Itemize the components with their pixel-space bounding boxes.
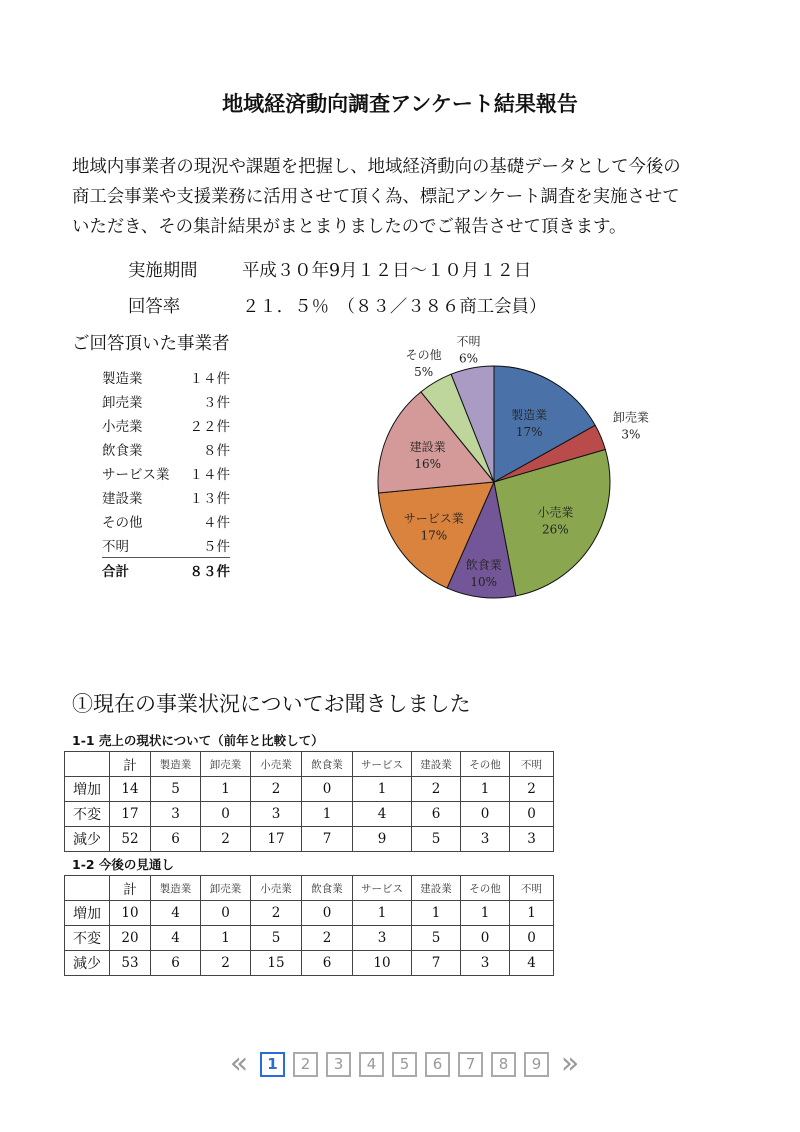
response-rate-value: ２１．５％ （８３／３８６商工会員） — [242, 297, 547, 317]
table-cell: 1 — [201, 926, 251, 951]
pie-slice-label: 飲食業 — [465, 557, 502, 572]
table-cell: 2 — [412, 777, 461, 802]
row-label: 減少 — [65, 827, 110, 852]
table-cell: 17 — [251, 827, 302, 852]
table-cell: 53 — [110, 951, 151, 976]
respondent-total-row — [102, 561, 230, 585]
table-cell: 2 — [201, 827, 251, 852]
respondent-row — [102, 488, 230, 512]
page-button[interactable]: 2 — [293, 1052, 318, 1077]
table-cell: 1 — [353, 777, 412, 802]
pie-slice-percent: 26% — [542, 522, 569, 537]
respondent-count: ２２件 — [189, 419, 230, 435]
table-cell: 7 — [412, 951, 461, 976]
column-header: その他 — [461, 752, 510, 777]
survey-period-label: 実施期間 — [128, 261, 198, 281]
pie-slice-percent: 3% — [621, 427, 641, 442]
table-cell: 10 — [110, 901, 151, 926]
response-rate-label: 回答率 — [128, 297, 181, 317]
response-rate — [128, 292, 546, 317]
table-cell: 1 — [510, 901, 554, 926]
table-cell: 5 — [412, 926, 461, 951]
table-cell: 3 — [251, 802, 302, 827]
column-header: 製造業 — [151, 876, 201, 901]
table-cell: 9 — [353, 827, 412, 852]
table-cell: 4 — [353, 802, 412, 827]
table-row — [65, 951, 554, 976]
table-cell: 0 — [461, 802, 510, 827]
table-cell: 10 — [353, 951, 412, 976]
table-cell: 1 — [461, 901, 510, 926]
pie-slice-label: 卸売業 — [612, 410, 649, 425]
respondent-industry: 不明 — [102, 539, 129, 555]
table-cell: 6 — [302, 951, 353, 976]
column-header: 小売業 — [251, 876, 302, 901]
table-cell: 5 — [151, 777, 201, 802]
table-row — [65, 802, 554, 827]
column-header: 建設業 — [412, 876, 461, 901]
page-button[interactable]: 9 — [524, 1052, 549, 1077]
pie-slice-percent: 17% — [420, 528, 448, 543]
respondent-row — [102, 512, 230, 536]
pie-slice-percent: 5% — [414, 364, 434, 379]
page-button[interactable]: 5 — [392, 1052, 417, 1077]
table-cell: 6 — [151, 827, 201, 852]
table-header-row — [65, 752, 554, 777]
respondent-row — [102, 392, 230, 416]
column-header: その他 — [461, 876, 510, 901]
table-cell: 2 — [251, 901, 302, 926]
respondent-industry: その他 — [102, 515, 143, 531]
table-header-row — [65, 876, 554, 901]
document-title: 地域経済動向調査アンケート結果報告 — [222, 92, 578, 116]
intro-paragraph — [72, 152, 732, 242]
pie-slice-label: サービス業 — [403, 511, 464, 526]
pie-slice-label: 小売業 — [537, 505, 574, 520]
section1-title: ①現在の事業状況についてお聞きしました — [72, 692, 471, 716]
table-cell: 0 — [510, 926, 554, 951]
column-header — [65, 876, 110, 901]
column-header: 計 — [110, 876, 151, 901]
column-header: サービス — [353, 876, 412, 901]
page-button[interactable]: 1 — [260, 1052, 285, 1077]
respondent-row — [102, 536, 230, 558]
table-row — [65, 901, 554, 926]
respondent-row — [102, 464, 230, 488]
table-cell: 2 — [251, 777, 302, 802]
page-button[interactable]: 7 — [458, 1052, 483, 1077]
respondent-count: １４件 — [189, 371, 230, 387]
table-cell: 15 — [251, 951, 302, 976]
survey-period — [128, 256, 531, 281]
table-row — [65, 926, 554, 951]
table-row — [65, 777, 554, 802]
table-cell: 17 — [110, 802, 151, 827]
column-header: 製造業 — [151, 752, 201, 777]
table-cell: 2 — [201, 951, 251, 976]
pie-slice-percent: 16% — [414, 457, 442, 472]
respondent-row — [102, 416, 230, 440]
table-cell: 5 — [251, 926, 302, 951]
row-label: 不変 — [65, 926, 110, 951]
table-cell: 0 — [302, 777, 353, 802]
pie-slice-label: 建設業 — [409, 440, 446, 455]
survey-period-value: 平成３０年9月１２日～１０月１２日 — [242, 261, 532, 281]
table-cell: 0 — [510, 802, 554, 827]
table-cell: 20 — [110, 926, 151, 951]
respondent-row — [102, 440, 230, 464]
table-cell: 4 — [510, 951, 554, 976]
table-cell: 2 — [510, 777, 554, 802]
table-cell: 3 — [353, 926, 412, 951]
respondent-count: ８件 — [203, 443, 230, 459]
prev-page-button[interactable]: « — [229, 1046, 249, 1081]
pie-slice-label: 不明 — [456, 334, 481, 349]
table-cell: 1 — [353, 901, 412, 926]
row-label: 不変 — [65, 802, 110, 827]
respondent-count: １４件 — [189, 467, 230, 483]
table-cell: 1 — [302, 802, 353, 827]
respondent-count: １３件 — [189, 491, 230, 507]
respondent-industry: 製造業 — [102, 371, 143, 387]
respondent-industry: 建設業 — [102, 491, 143, 507]
respondent-industry: 飲食業 — [102, 443, 143, 459]
table-cell: 0 — [461, 926, 510, 951]
column-header: 卸売業 — [201, 752, 251, 777]
pie-slice-percent: 10% — [470, 574, 498, 589]
sales-current-table — [64, 751, 554, 852]
column-header: 飲食業 — [302, 876, 353, 901]
table-cell: 3 — [510, 827, 554, 852]
column-header: 不明 — [510, 752, 554, 777]
table-cell: 1 — [412, 901, 461, 926]
column-header: 卸売業 — [201, 876, 251, 901]
table-cell: 0 — [201, 802, 251, 827]
table-cell: 5 — [412, 827, 461, 852]
table-cell: 14 — [110, 777, 151, 802]
respondent-total-label: 合計 — [102, 564, 129, 580]
table-cell: 6 — [151, 951, 201, 976]
pie-slice-label: その他 — [405, 347, 442, 362]
sales-outlook-table — [64, 875, 554, 976]
row-label: 増加 — [65, 777, 110, 802]
table-cell: 52 — [110, 827, 151, 852]
page-button[interactable]: 8 — [491, 1052, 516, 1077]
row-label: 増加 — [65, 901, 110, 926]
column-header: サービス — [353, 752, 412, 777]
respondent-row — [102, 368, 230, 392]
pagination — [222, 1048, 587, 1080]
table-cell: 2 — [302, 926, 353, 951]
intro-line: 地域内事業者の現況や課題を把握し、地域経済動向の基礎データとして今後の — [72, 157, 681, 177]
table-cell: 3 — [151, 802, 201, 827]
intro-line: 商工会事業や支援業務に活用させて頂く為、標記アンケート調査を実施させて — [72, 187, 680, 207]
column-header: 小売業 — [251, 752, 302, 777]
table-cell: 0 — [201, 901, 251, 926]
table-cell: 4 — [151, 901, 201, 926]
table-cell: 1 — [201, 777, 251, 802]
table-cell: 3 — [461, 827, 510, 852]
column-header: 建設業 — [412, 752, 461, 777]
column-header: 計 — [110, 752, 151, 777]
table-cell: 6 — [412, 802, 461, 827]
industry-pie-chart — [340, 325, 650, 610]
table-cell: 1 — [461, 777, 510, 802]
table1-title: 1-1 売上の現状について（前年と比較して） — [72, 733, 324, 748]
row-label: 減少 — [65, 951, 110, 976]
column-header — [65, 752, 110, 777]
table-cell: 4 — [151, 926, 201, 951]
next-page-button[interactable]: » — [560, 1046, 580, 1081]
table-cell: 0 — [302, 901, 353, 926]
respondent-count: ４件 — [203, 515, 230, 531]
respondent-industry: 小売業 — [102, 419, 143, 435]
pie-slice-label: 製造業 — [511, 407, 548, 422]
respondents-list — [102, 368, 230, 585]
respondent-count: ５件 — [203, 539, 230, 555]
column-header: 飲食業 — [302, 752, 353, 777]
page-button[interactable]: 4 — [359, 1052, 384, 1077]
respondent-industry: サービス業 — [102, 467, 170, 483]
respondent-industry: 卸売業 — [102, 395, 143, 411]
page-button[interactable]: 6 — [425, 1052, 450, 1077]
table-cell: 3 — [461, 951, 510, 976]
pie-slice-percent: 6% — [458, 351, 478, 366]
column-header: 不明 — [510, 876, 554, 901]
table2-title: 1-2 今後の見通し — [72, 857, 174, 872]
respondents-title: ご回答頂いた事業者 — [72, 334, 230, 354]
intro-line: いただき、その集計結果がまとまりましたのでご報告させて頂きます。 — [72, 217, 627, 237]
respondent-total-count: ８３件 — [189, 564, 230, 580]
page-button[interactable]: 3 — [326, 1052, 351, 1077]
table-cell: 7 — [302, 827, 353, 852]
table-row — [65, 827, 554, 852]
respondent-count: ３件 — [203, 395, 230, 411]
pie-slice-percent: 17% — [515, 424, 543, 439]
page-list — [256, 1052, 553, 1077]
